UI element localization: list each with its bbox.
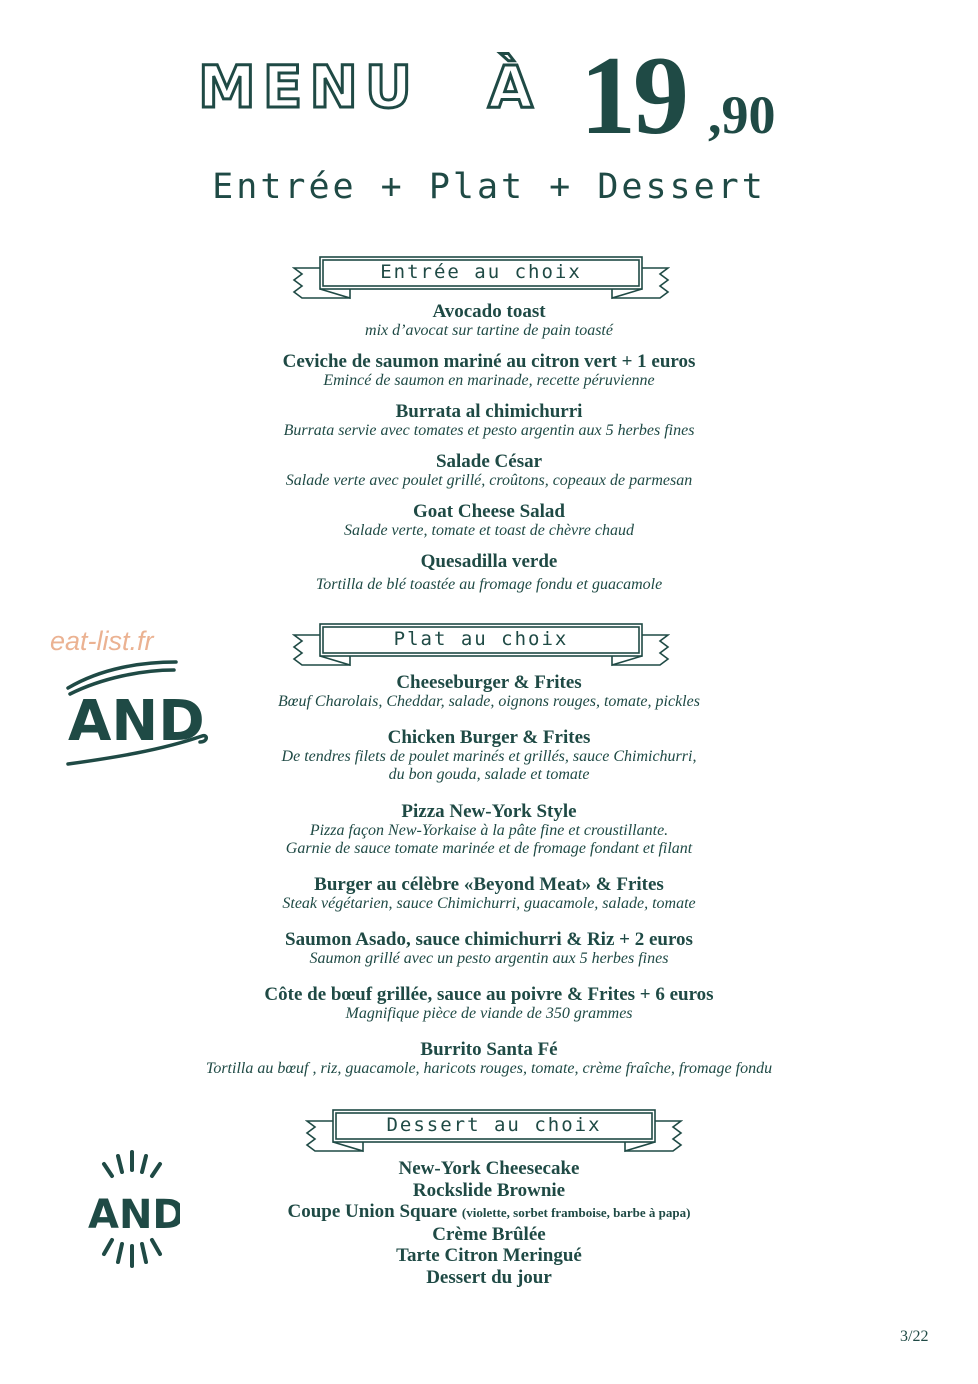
list-item: Dessert du jour (426, 1266, 552, 1288)
watermark: eat-list.fr (50, 626, 154, 656)
item-description-line2: du bon gouda, salade et tomate (388, 766, 590, 783)
item-description: Tortilla de blé toastée au fromage fondu et guacamole (315, 576, 663, 593)
item-name: Quesadilla verde (420, 551, 558, 572)
item-name: Cheeseburger & Frites (396, 672, 582, 693)
menu-item (0, 728, 978, 784)
item-name: Pizza New-York Style (401, 801, 577, 822)
menu-item (0, 552, 978, 594)
item-name: Burrito Santa Fé (420, 1039, 558, 1060)
a-word: À (488, 53, 540, 121)
item-description: Burrata servie avec tomates et pesto argentin aux 5 herbes fines (283, 422, 695, 439)
item-description: De tendres filets de poulet marinés et grillés, sauce Chimichurri, (281, 748, 697, 765)
item-name: Chicken Burger & Frites (387, 727, 591, 748)
menu-item (0, 930, 978, 968)
item-name: Salade César (435, 451, 543, 472)
list-item (0, 1201, 978, 1224)
logo-text: AND (68, 689, 205, 754)
item-name: Burger au célèbre «Beyond Meat» & Frites (314, 874, 664, 895)
plat-section-title: Plat au choix (393, 628, 569, 650)
entree-banner (292, 254, 670, 304)
menu-word: MENU (198, 53, 419, 121)
menu-item (0, 302, 978, 340)
list-item: New-York Cheesecake (398, 1158, 580, 1179)
dessert-section-title: Dessert au choix (386, 1114, 602, 1136)
menu-item (0, 985, 978, 1023)
item-description: Magnifique pièce de viande de 350 grammes (345, 1005, 633, 1022)
item-description: Pizza façon New-Yorkaise à la pâte fine et croustillante. (309, 822, 669, 839)
entree-section-title: Entrée au choix (380, 261, 582, 283)
page-number: 3/22 (900, 1328, 929, 1345)
list-item: Crème Brûlée (432, 1223, 546, 1245)
menu-item (0, 402, 978, 440)
item-name: Avocado toast (432, 301, 546, 322)
list-item: Rockslide Brownie (412, 1179, 566, 1201)
item-description: Saumon grillé avec un pesto argentin aux 5 herbes fines (309, 950, 669, 967)
item-description: Salade verte avec poulet grillé, croûtons, copeaux de parmesan (285, 472, 693, 489)
menu-item (0, 802, 978, 858)
price-main: 19 (580, 34, 686, 158)
item-name: Saumon Asado, sauce chimichurri & Riz + 2 euros (285, 929, 693, 950)
dessert-name: Coupe Union Square (287, 1201, 458, 1223)
dessert-banner (305, 1107, 683, 1157)
menu-item (0, 352, 978, 390)
dessert-note: (violette, sorbet framboise, barbe à papa) (461, 1205, 691, 1221)
item-description: Bœuf Charolais, Cheddar, salade, oignons rouges, tomate, pickles (278, 693, 700, 710)
menu-item (0, 875, 978, 913)
item-description: Tortilla au bœuf , riz, guacamole, haricots rouges, tomate, crème fraîche, fromage fondu (205, 1060, 773, 1077)
item-name: Ceviche de saumon mariné au citron vert + 1 euros (282, 351, 696, 372)
item-description: Salade verte, tomate et toast de chèvre chaud (344, 522, 634, 539)
item-name: Goat Cheese Salad (413, 501, 565, 522)
logo-text: AND (88, 1192, 180, 1238)
price-cents: ,90 (708, 85, 776, 145)
menu-item (0, 1040, 978, 1078)
item-description: mix d’avocat sur tartine de pain toasté (365, 322, 613, 339)
menu-subtitle: Entrée + Plat + Dessert (212, 167, 766, 207)
item-name: Burrata al chimichurri (395, 401, 583, 422)
item-name: Côte de bœuf grillée, sauce au poivre & Frites + 6 euros (264, 984, 714, 1005)
menu-item (0, 673, 978, 711)
item-description: Emincé de saumon en marinade, recette péruvienne (323, 372, 655, 389)
plat-banner (292, 621, 670, 671)
list-item: Tarte Citron Meringué (396, 1245, 582, 1267)
menu-item (0, 502, 978, 540)
menu-item (0, 452, 978, 490)
item-description: Steak végétarien, sauce Chimichurri, guacamole, salade, tomate (282, 895, 696, 912)
item-description-line2: Garnie de sauce tomate marinée et de fromage fondant et filant (285, 840, 693, 857)
dessert-list (0, 1158, 978, 1289)
